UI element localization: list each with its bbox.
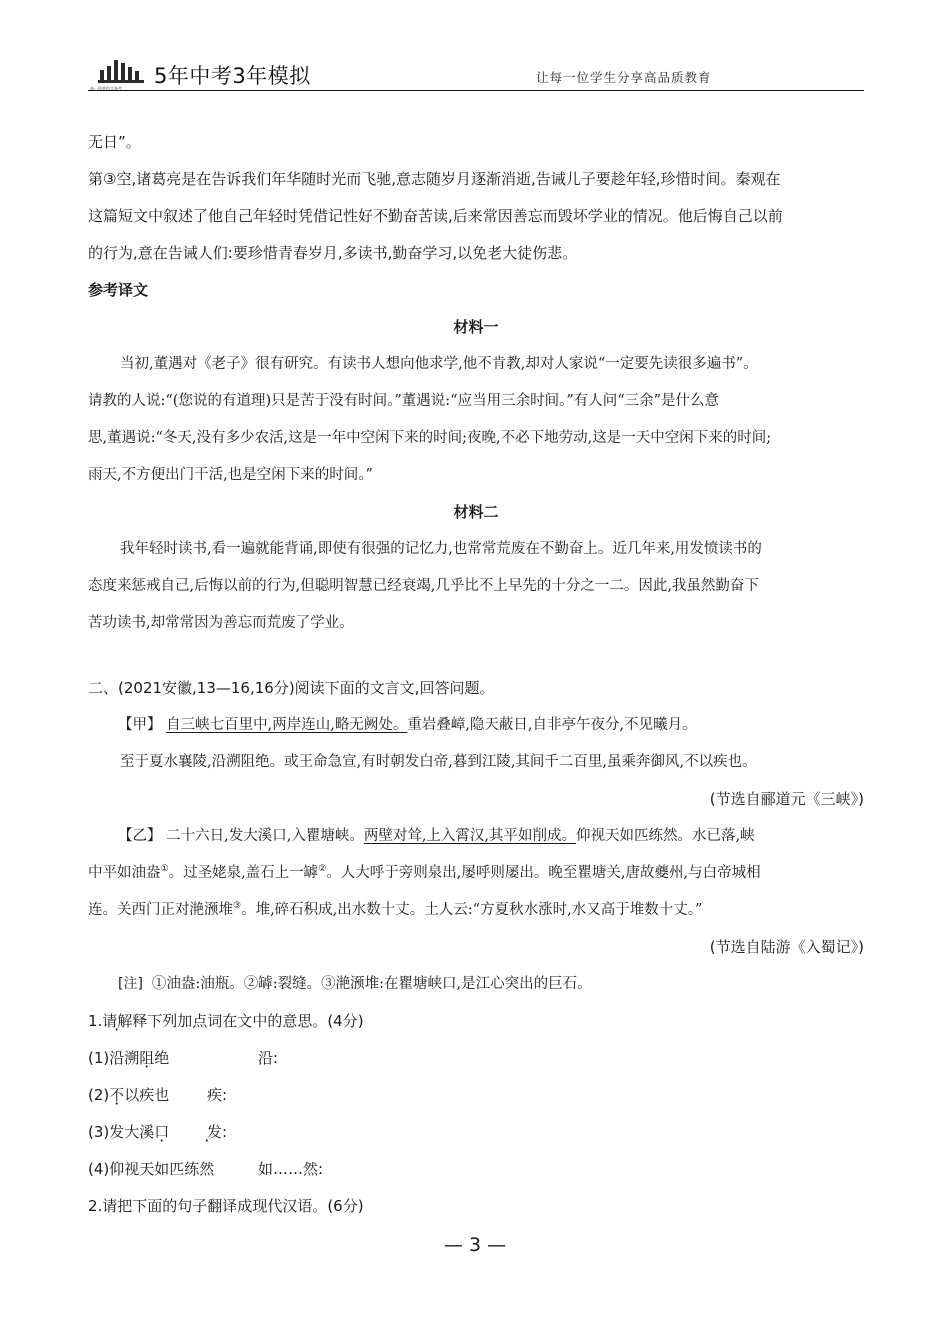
question-1-title: 1.请解释下列加点词在文中的意思。(4分) xyxy=(88,1012,364,1030)
item-suffix: 也 xyxy=(154,1086,170,1104)
passage-jia-label: 【甲】 xyxy=(118,717,162,733)
passage-yi-line-1 xyxy=(88,818,864,855)
dotted-word: 沿 xyxy=(109,1049,125,1067)
section-two-heading: 二、(2021安徽,13—16,16分)阅读下面的文言文,回答问题。 xyxy=(88,679,495,697)
analysis-line-1: 无日”。 xyxy=(88,133,141,151)
passage-yi-3a: 连。关西门正对滟滪堆 xyxy=(88,902,233,918)
passage-yi-pre: 二十六日,发大溪口,入瞿塘峡。 xyxy=(166,828,364,844)
passage-yi-post: 仰视天如匹练然。水已落,峡 xyxy=(576,828,755,844)
notes xyxy=(88,966,864,1003)
answer-label: 沿: xyxy=(258,1049,279,1067)
item-suffix: 匹练 xyxy=(169,1160,200,1178)
material-one-line-1: 当初,董遇对《老子》很有研究。有读书人想向他求学,他不肯教,却对人家说“一定要先读很多遍书”。 xyxy=(120,356,758,372)
passage-yi-underlined: 两壁对耸,上入霄汉,其平如削成。 xyxy=(363,828,577,844)
footnote-ref-3: ③ xyxy=(233,901,242,912)
answer-label: 如……然: xyxy=(258,1160,324,1178)
notes-text: ①油盎:油瓶。②罅:裂缝。③滟滪堆:在瞿塘峡口,是江心突出的巨石。 xyxy=(151,976,592,992)
dotted-word-2: 然 xyxy=(199,1160,215,1178)
page-content xyxy=(88,124,864,1225)
material-two-line-1: 我年轻时读书,看一遍就能背诵,即使有很强的记忆力,也常常荒废在不勤奋上。近几年来,用发愤读书的 xyxy=(120,541,762,557)
passage-yi-2a: 中平如油盎 xyxy=(88,865,161,881)
passage-yi-3b: 。堆,碎石积成,出水数十丈。土人云:“方夏秋水涨时,水又高于堆数十丈。” xyxy=(241,902,703,918)
material-one-title: 材料一 xyxy=(453,318,499,336)
dotted-word: 疾 xyxy=(139,1086,155,1104)
question-1-item-3 xyxy=(88,1114,864,1151)
answer-label: 疾: xyxy=(207,1086,228,1104)
passage-yi-line-2 xyxy=(88,855,864,892)
answer-label: 发: xyxy=(207,1123,228,1141)
passage-yi-line-3 xyxy=(88,892,864,929)
item-suffix: 大溪口 xyxy=(124,1123,170,1141)
item-prefix: (3) xyxy=(88,1123,110,1141)
item-prefix: (1) xyxy=(88,1049,110,1067)
page-number: — 3 — xyxy=(443,1234,507,1256)
passage-jia-rest: 重岩叠嶂,隐天蔽日,自非亭午夜分,不见曦月。 xyxy=(407,717,697,733)
passage-jia-underlined: 自三峡七百里中,两岸连山,略无阙处。 xyxy=(166,717,408,733)
question-1-item-1 xyxy=(88,1040,864,1077)
question-1-item-2 xyxy=(88,1077,864,1114)
footnote-ref-2: ② xyxy=(318,864,327,875)
logo-caption: 曲一线®科学备考 xyxy=(90,86,122,91)
passage-yi-label: 【乙】 xyxy=(118,828,162,844)
slogan: 让每一位学生分享高品质教育 xyxy=(536,70,712,85)
analysis-line-4: 的行为,意在告诫人们:要珍惜青春岁月,多读书,勤奋学习,以免老大徒伤悲。 xyxy=(88,244,578,262)
section-gap xyxy=(88,642,864,670)
passage-jia-line-2: 至于夏水襄陵,沿溯阻绝。或王命急宣,有时朝发白帝,暮到江陵,其间千二百里,虽乘奔御风,不以疾也。 xyxy=(120,754,757,770)
material-two-line-2: 态度来惩戒自己,后悔以前的行为,但聪明智慧已经衰竭,几乎比不上早先的十分之一二。因此,我虽然勤奋下 xyxy=(88,578,759,594)
analysis-line-3: 这篇短文中叙述了他自己年轻时凭借记性好不勤奋苦读,后来常因善忘而毁坏学业的情况。他后悔自己以前 xyxy=(88,207,783,225)
passage-yi-2b: 。过圣姥泉,盖石上一罅 xyxy=(168,865,319,881)
item-prefix: (4)仰视天 xyxy=(88,1160,155,1178)
question-1-item-4 xyxy=(88,1151,864,1188)
material-one-line-2: 请教的人说:“(您说的有道理)只是苦于没有时间。”董遇说:“应当用三余时间。”有人问“三余”是什么意 xyxy=(88,393,720,409)
item-suffix: 溯阻绝 xyxy=(124,1049,170,1067)
material-one-line-3: 思,董遇说:“冬天,没有多少农活,这是一年中空闲下来的时间;夜晚,不必下地劳动,这是一天中空闲下来的时间; xyxy=(88,430,772,446)
dotted-word: 如 xyxy=(154,1160,170,1178)
page-header xyxy=(88,56,864,92)
item-prefix: (2)不以 xyxy=(88,1086,140,1104)
translation-heading: 参考译文 xyxy=(88,281,149,299)
passage-yi-2c: 。人大呼于旁则泉出,屡呼则屡出。晚至瞿塘关,唐故夔州,与白帝城相 xyxy=(326,865,761,881)
question-2-title: 2.请把下面的句子翻译成现代汉语。(6分) xyxy=(88,1197,364,1215)
material-two-line-3: 苦功读书,却常常因为善忘而荒废了学业。 xyxy=(88,615,354,631)
header-rule xyxy=(88,90,864,91)
material-one-line-4: 雨天,不方便出门干活,也是空闲下来的时间。” xyxy=(88,467,373,483)
brand-title: 5年中考3年模拟 xyxy=(154,64,311,88)
footnote-ref-1: ① xyxy=(160,864,169,875)
passage-jia-source: (节选自郦道元《三峡》) xyxy=(709,790,864,808)
dotted-word: 发 xyxy=(109,1123,125,1141)
notes-label: [注] xyxy=(118,976,143,992)
passage-jia-line-1 xyxy=(88,707,864,744)
passage-yi-source: (节选自陆游《入蜀记》) xyxy=(709,938,864,956)
analysis-line-2: 第③空,诸葛亮是在告诉我们年华随时光而飞驰,意志随岁月逐渐消逝,告诫儿子要趁年轻,珍惜时间。秦观在 xyxy=(88,170,781,188)
material-two-title: 材料二 xyxy=(453,503,499,521)
